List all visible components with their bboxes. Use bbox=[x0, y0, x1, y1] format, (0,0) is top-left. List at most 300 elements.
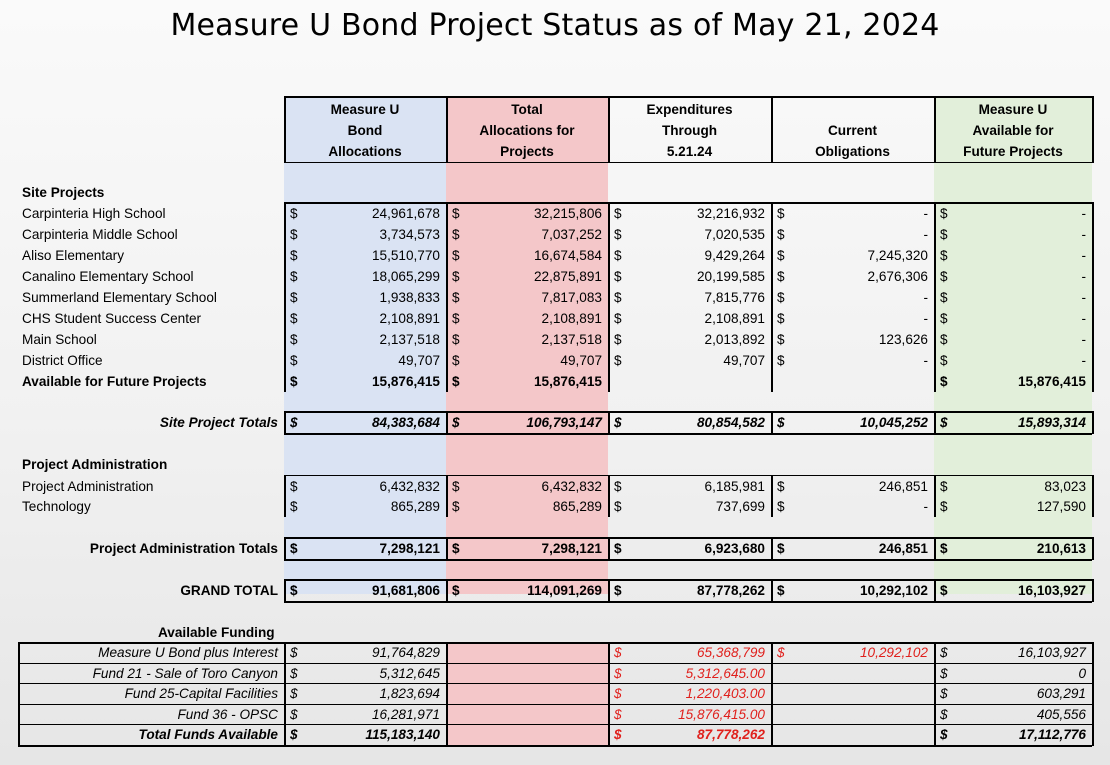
currency-symbol: $ bbox=[614, 645, 622, 660]
currency-symbol: $ bbox=[290, 686, 298, 701]
currency-symbol: $ bbox=[777, 248, 785, 263]
cell-value: 2,676,306 bbox=[867, 269, 928, 284]
value-cell bbox=[934, 477, 1092, 497]
currency-symbol: $ bbox=[777, 583, 785, 598]
rule-line bbox=[284, 537, 1092, 539]
value-cell bbox=[771, 351, 934, 371]
value-cell bbox=[771, 288, 934, 308]
value-cell bbox=[284, 539, 446, 559]
cell-value: 17,112,776 bbox=[1018, 727, 1086, 742]
value-cell bbox=[608, 246, 771, 266]
rule-line bbox=[446, 96, 448, 163]
currency-symbol: $ bbox=[290, 206, 298, 221]
cell-value: 2,137,518 bbox=[541, 332, 602, 347]
cell-value: - bbox=[1081, 353, 1086, 368]
cell-value: - bbox=[1081, 311, 1086, 326]
rule-line bbox=[284, 96, 286, 163]
rule-line bbox=[446, 475, 448, 517]
column-header bbox=[608, 99, 771, 163]
value-cell bbox=[446, 330, 608, 350]
rule-line bbox=[446, 642, 448, 746]
currency-symbol: $ bbox=[940, 665, 948, 681]
value-cell bbox=[446, 497, 608, 517]
cell-value: 7,245,320 bbox=[867, 248, 928, 263]
currency-symbol: $ bbox=[777, 206, 785, 221]
currency-symbol: $ bbox=[452, 332, 460, 347]
cell-value: 115,183,140 bbox=[365, 727, 440, 742]
rule-line bbox=[284, 96, 1092, 98]
rule-line bbox=[771, 537, 773, 560]
row-label: CHS Student Success Center bbox=[22, 311, 202, 326]
cell-value: 49,707 bbox=[398, 353, 440, 368]
cell-value: 10,292,102 bbox=[859, 645, 928, 660]
rule-line bbox=[446, 537, 448, 560]
cell-value: - bbox=[1081, 248, 1086, 263]
value-cell bbox=[934, 372, 1092, 392]
cell-value: 6,185,981 bbox=[704, 479, 765, 494]
currency-symbol: $ bbox=[452, 541, 460, 556]
column-header bbox=[446, 99, 608, 163]
currency-symbol: $ bbox=[777, 645, 785, 660]
value-cell bbox=[771, 477, 934, 497]
value-cell bbox=[934, 246, 1092, 266]
rule-line bbox=[284, 537, 286, 560]
rule-line bbox=[771, 202, 773, 392]
column-header-line: 5.21.24 bbox=[666, 144, 713, 159]
cell-value: 865,289 bbox=[390, 499, 440, 514]
currency-symbol: $ bbox=[940, 353, 948, 368]
rule-line bbox=[284, 579, 1092, 581]
column-header-line: Expenditures bbox=[646, 102, 733, 117]
currency-symbol: $ bbox=[940, 415, 948, 430]
value-cell bbox=[446, 539, 608, 559]
value-cell bbox=[284, 372, 446, 392]
value-cell bbox=[934, 204, 1092, 224]
row-label: Main School bbox=[22, 332, 97, 347]
cell-value: 865,289 bbox=[552, 499, 602, 514]
row-label: Aliso Elementary bbox=[22, 248, 124, 263]
cell-value: 16,281,971 bbox=[371, 706, 440, 722]
value-cell bbox=[284, 288, 446, 308]
cell-value: 3,734,573 bbox=[379, 227, 440, 242]
cell-value: 15,876,415 bbox=[1017, 374, 1086, 389]
rule-line bbox=[608, 537, 610, 560]
value-cell bbox=[934, 330, 1092, 350]
row-label: Fund 21 - Sale of Toro Canyon bbox=[92, 665, 278, 681]
value-cell bbox=[608, 477, 771, 497]
currency-symbol: $ bbox=[777, 311, 785, 326]
cell-value: 246,851 bbox=[878, 479, 928, 494]
cell-value: 127,590 bbox=[1036, 499, 1086, 514]
cell-value: 10,045,252 bbox=[859, 415, 928, 430]
rule-line bbox=[934, 579, 936, 602]
currency-symbol: $ bbox=[452, 353, 460, 368]
cell-value: 83,023 bbox=[1044, 479, 1086, 494]
row-label: Total Funds Available bbox=[138, 727, 278, 742]
value-cell bbox=[934, 497, 1092, 517]
cell-value: 114,091,269 bbox=[527, 583, 602, 598]
currency-symbol: $ bbox=[777, 353, 785, 368]
cell-value: 49,707 bbox=[560, 353, 602, 368]
value-cell bbox=[284, 309, 446, 329]
rule-line bbox=[934, 411, 936, 434]
cell-value: 49,707 bbox=[723, 353, 765, 368]
cell-value: 16,103,927 bbox=[1017, 645, 1086, 660]
rule-line bbox=[771, 411, 773, 434]
value-cell bbox=[284, 643, 446, 663]
rule-line bbox=[284, 411, 286, 434]
currency-symbol: $ bbox=[452, 374, 460, 389]
value-cell bbox=[284, 497, 446, 517]
value-cell bbox=[771, 309, 934, 329]
rule-line bbox=[18, 683, 1092, 684]
rule-line bbox=[284, 202, 286, 392]
value-cell bbox=[608, 267, 771, 287]
cell-value: 10,292,102 bbox=[859, 583, 928, 598]
value-cell bbox=[284, 725, 446, 745]
value-cell bbox=[284, 664, 446, 684]
column-header-line: Projects bbox=[500, 144, 554, 159]
cell-value: 2,108,891 bbox=[379, 311, 440, 326]
column-header-line: Measure U bbox=[330, 102, 400, 117]
row-label: Site Project Totals bbox=[159, 415, 278, 430]
rule-line bbox=[18, 642, 1092, 644]
currency-symbol: $ bbox=[777, 290, 785, 305]
value-cell bbox=[284, 225, 446, 245]
rule-line bbox=[18, 724, 1092, 725]
currency-symbol: $ bbox=[452, 499, 460, 514]
cell-value: 7,020,535 bbox=[704, 227, 765, 242]
currency-symbol: $ bbox=[940, 206, 948, 221]
rule-line bbox=[284, 411, 1092, 413]
cell-value: 6,432,832 bbox=[541, 479, 602, 494]
row-label: GRAND TOTAL bbox=[180, 583, 278, 598]
currency-symbol: $ bbox=[290, 353, 298, 368]
cell-value: 246,851 bbox=[878, 541, 928, 556]
column-header-line: Bond bbox=[347, 123, 383, 138]
value-cell bbox=[446, 351, 608, 371]
value-cell bbox=[284, 477, 446, 497]
cell-value: - bbox=[1081, 206, 1086, 221]
rule-line bbox=[1092, 642, 1094, 746]
value-cell bbox=[608, 581, 771, 601]
currency-symbol: $ bbox=[290, 541, 298, 556]
cell-value: 84,383,684 bbox=[371, 415, 440, 430]
cell-value: 1,823,694 bbox=[379, 686, 440, 701]
rule-line bbox=[284, 475, 1092, 476]
cell-value: 15,876,415 bbox=[533, 374, 602, 389]
value-cell bbox=[608, 705, 771, 725]
column-header-line: Allocations for bbox=[479, 123, 575, 138]
value-cell bbox=[284, 267, 446, 287]
currency-symbol: $ bbox=[940, 311, 948, 326]
rule-line bbox=[284, 433, 1092, 435]
column-header-line: Measure U bbox=[978, 102, 1048, 117]
cell-value: 405,556 bbox=[1036, 706, 1086, 722]
value-cell bbox=[771, 204, 934, 224]
value-cell bbox=[608, 684, 771, 704]
column-header-line: Total bbox=[511, 102, 543, 117]
value-cell bbox=[934, 705, 1092, 725]
cell-value: - bbox=[923, 311, 928, 326]
column-header-line bbox=[771, 99, 934, 120]
column-header-line: Current bbox=[827, 123, 878, 138]
currency-symbol: $ bbox=[777, 541, 785, 556]
currency-symbol: $ bbox=[290, 248, 298, 263]
cell-value: 6,923,680 bbox=[704, 541, 765, 556]
column-header-line: Available for bbox=[972, 123, 1054, 138]
currency-symbol: $ bbox=[614, 248, 622, 263]
cell-value: 1,938,833 bbox=[379, 290, 440, 305]
row-label: Carpinteria High School bbox=[22, 206, 166, 221]
column-header-line: Allocations bbox=[328, 144, 402, 159]
currency-symbol: $ bbox=[614, 541, 622, 556]
rule-line bbox=[934, 537, 936, 560]
value-cell bbox=[446, 581, 608, 601]
value-cell bbox=[284, 330, 446, 350]
funding-allocations-band bbox=[446, 643, 608, 746]
value-cell bbox=[771, 413, 934, 433]
value-cell bbox=[771, 581, 934, 601]
currency-symbol: $ bbox=[452, 415, 460, 430]
value-cell bbox=[934, 664, 1092, 684]
currency-symbol: $ bbox=[290, 311, 298, 326]
currency-symbol: $ bbox=[614, 290, 622, 305]
cell-value: 65,368,799 bbox=[696, 645, 765, 660]
cell-value: 91,681,806 bbox=[371, 583, 440, 598]
value-cell bbox=[284, 413, 446, 433]
value-cell bbox=[608, 664, 771, 684]
value-cell bbox=[934, 225, 1092, 245]
row-label: Summerland Elementary School bbox=[22, 290, 217, 305]
currency-symbol: $ bbox=[614, 583, 622, 598]
currency-symbol: $ bbox=[614, 479, 622, 494]
currency-symbol: $ bbox=[614, 227, 622, 242]
rule-line bbox=[284, 162, 1092, 163]
rule-line bbox=[1092, 579, 1094, 602]
currency-symbol: $ bbox=[940, 583, 948, 598]
cell-value: 5,312,645 bbox=[379, 665, 440, 681]
value-cell bbox=[446, 204, 608, 224]
value-cell bbox=[608, 725, 771, 745]
value-cell bbox=[284, 204, 446, 224]
cell-value: 80,854,582 bbox=[696, 415, 765, 430]
currency-symbol: $ bbox=[614, 206, 622, 221]
cell-value: 7,037,252 bbox=[541, 227, 602, 242]
rule-line bbox=[284, 559, 1092, 561]
currency-symbol: $ bbox=[777, 332, 785, 347]
value-cell bbox=[284, 684, 446, 704]
rule-line bbox=[284, 579, 286, 602]
rule-line bbox=[18, 663, 1092, 664]
currency-symbol: $ bbox=[452, 248, 460, 263]
column-header bbox=[771, 99, 934, 163]
value-cell bbox=[934, 413, 1092, 433]
currency-symbol: $ bbox=[940, 479, 948, 494]
cell-value: - bbox=[923, 290, 928, 305]
cell-value: 91,764,829 bbox=[371, 645, 440, 660]
rule-line bbox=[284, 601, 1092, 603]
cell-value: 15,876,415 bbox=[371, 374, 440, 389]
row-label: Canalino Elementary School bbox=[22, 269, 194, 284]
rule-line bbox=[934, 642, 936, 746]
cell-value: - bbox=[923, 353, 928, 368]
value-cell bbox=[608, 225, 771, 245]
rule-line bbox=[18, 745, 1092, 747]
currency-symbol: $ bbox=[614, 353, 622, 368]
value-cell bbox=[608, 351, 771, 371]
cell-value: 737,699 bbox=[715, 499, 765, 514]
currency-symbol: $ bbox=[614, 332, 622, 347]
currency-symbol: $ bbox=[940, 374, 948, 389]
currency-symbol: $ bbox=[452, 479, 460, 494]
currency-symbol: $ bbox=[452, 269, 460, 284]
rule-line bbox=[771, 475, 773, 517]
cell-value: 2,013,892 bbox=[704, 332, 765, 347]
rule-line bbox=[608, 411, 610, 434]
value-cell bbox=[608, 413, 771, 433]
row-label: District Office bbox=[22, 353, 103, 368]
cell-value: 24,961,678 bbox=[371, 206, 440, 221]
currency-symbol: $ bbox=[290, 290, 298, 305]
currency-symbol: $ bbox=[614, 499, 622, 514]
currency-symbol: $ bbox=[614, 686, 622, 701]
currency-symbol: $ bbox=[290, 332, 298, 347]
currency-symbol: $ bbox=[290, 227, 298, 242]
currency-symbol: $ bbox=[290, 415, 298, 430]
cell-value: 87,778,262 bbox=[696, 727, 765, 742]
currency-symbol: $ bbox=[290, 665, 298, 681]
cell-value: 16,674,584 bbox=[533, 248, 602, 263]
rule-line bbox=[934, 202, 936, 392]
cell-value: 7,298,121 bbox=[379, 541, 440, 556]
cell-value: 7,815,776 bbox=[704, 290, 765, 305]
value-cell bbox=[446, 372, 608, 392]
value-cell bbox=[934, 539, 1092, 559]
currency-symbol: $ bbox=[290, 706, 298, 722]
column-header-line: Obligations bbox=[815, 144, 890, 159]
value-cell bbox=[771, 643, 934, 663]
rule-line bbox=[608, 202, 610, 392]
currency-symbol: $ bbox=[614, 665, 622, 681]
currency-symbol: $ bbox=[940, 248, 948, 263]
currency-symbol: $ bbox=[777, 227, 785, 242]
row-label: Fund 25-Capital Facilities bbox=[124, 686, 278, 701]
section-heading: Project Administration bbox=[22, 457, 168, 472]
value-cell bbox=[771, 539, 934, 559]
cell-value: 18,065,299 bbox=[371, 269, 440, 284]
cell-value: 106,793,147 bbox=[526, 415, 602, 430]
currency-symbol: $ bbox=[777, 269, 785, 284]
cell-value: - bbox=[923, 206, 928, 221]
value-cell bbox=[446, 267, 608, 287]
currency-symbol: $ bbox=[940, 727, 948, 742]
cell-value: 2,108,891 bbox=[704, 311, 765, 326]
rule-line bbox=[284, 202, 1092, 204]
value-cell bbox=[608, 497, 771, 517]
currency-symbol: $ bbox=[452, 227, 460, 242]
cell-value: 15,893,314 bbox=[1017, 415, 1086, 430]
cell-value: 16,103,927 bbox=[1017, 583, 1086, 598]
row-label: Fund 36 - OPSC bbox=[177, 706, 278, 722]
cell-value: - bbox=[1081, 290, 1086, 305]
cell-value: - bbox=[923, 227, 928, 242]
currency-symbol: $ bbox=[777, 479, 785, 494]
currency-symbol: $ bbox=[290, 645, 298, 660]
cell-value: 123,626 bbox=[878, 332, 928, 347]
cell-value: 15,510,770 bbox=[371, 248, 440, 263]
page-title: Measure U Bond Project Status as of May 21, 2024 bbox=[170, 8, 940, 43]
cell-value: - bbox=[1081, 332, 1086, 347]
cell-value: 87,778,262 bbox=[696, 583, 765, 598]
rule-line bbox=[18, 704, 1092, 705]
value-cell bbox=[771, 267, 934, 287]
row-label: Measure U Bond plus Interest bbox=[98, 645, 278, 660]
value-cell bbox=[284, 246, 446, 266]
value-cell bbox=[608, 288, 771, 308]
value-cell bbox=[284, 581, 446, 601]
rule-line bbox=[608, 96, 610, 163]
row-label: Project Administration Totals bbox=[89, 541, 278, 556]
value-cell bbox=[934, 684, 1092, 704]
rule-line bbox=[446, 202, 448, 392]
value-cell bbox=[284, 705, 446, 725]
rule-line bbox=[18, 642, 20, 746]
rule-line bbox=[284, 475, 286, 517]
currency-symbol: $ bbox=[452, 206, 460, 221]
cell-value: 603,291 bbox=[1036, 686, 1086, 701]
currency-symbol: $ bbox=[940, 541, 948, 556]
currency-symbol: $ bbox=[614, 706, 622, 722]
currency-symbol: $ bbox=[940, 290, 948, 305]
rule-line bbox=[771, 579, 773, 602]
cell-value: 6,432,832 bbox=[379, 479, 440, 494]
currency-symbol: $ bbox=[940, 332, 948, 347]
rule-line bbox=[284, 642, 286, 746]
currency-symbol: $ bbox=[452, 583, 460, 598]
rule-line bbox=[446, 411, 448, 434]
cell-value: 210,613 bbox=[1036, 541, 1086, 556]
rule-line bbox=[608, 642, 610, 746]
currency-symbol: $ bbox=[614, 415, 622, 430]
rule-line bbox=[1092, 202, 1094, 392]
currency-symbol: $ bbox=[940, 269, 948, 284]
cell-value: 2,137,518 bbox=[379, 332, 440, 347]
value-cell bbox=[446, 288, 608, 308]
rule-line bbox=[934, 96, 936, 163]
cell-value: 7,298,121 bbox=[541, 541, 602, 556]
value-cell bbox=[771, 225, 934, 245]
cell-value: 0 bbox=[1078, 665, 1086, 681]
cell-value: 22,875,891 bbox=[533, 269, 602, 284]
cell-value: 5,312,645.00 bbox=[685, 665, 765, 681]
column-header-line: Through bbox=[661, 123, 718, 138]
value-cell bbox=[446, 309, 608, 329]
value-cell bbox=[446, 413, 608, 433]
value-cell bbox=[771, 330, 934, 350]
cell-value: 15,876,415.00 bbox=[678, 706, 765, 722]
currency-symbol: $ bbox=[290, 269, 298, 284]
currency-symbol: $ bbox=[940, 686, 948, 701]
column-header bbox=[284, 99, 446, 163]
rule-line bbox=[1092, 537, 1094, 560]
rule-line bbox=[1092, 96, 1094, 163]
value-cell bbox=[771, 497, 934, 517]
value-cell bbox=[934, 267, 1092, 287]
cell-value: 1,220,403.00 bbox=[685, 686, 765, 701]
currency-symbol: $ bbox=[290, 374, 298, 389]
value-cell bbox=[608, 539, 771, 559]
